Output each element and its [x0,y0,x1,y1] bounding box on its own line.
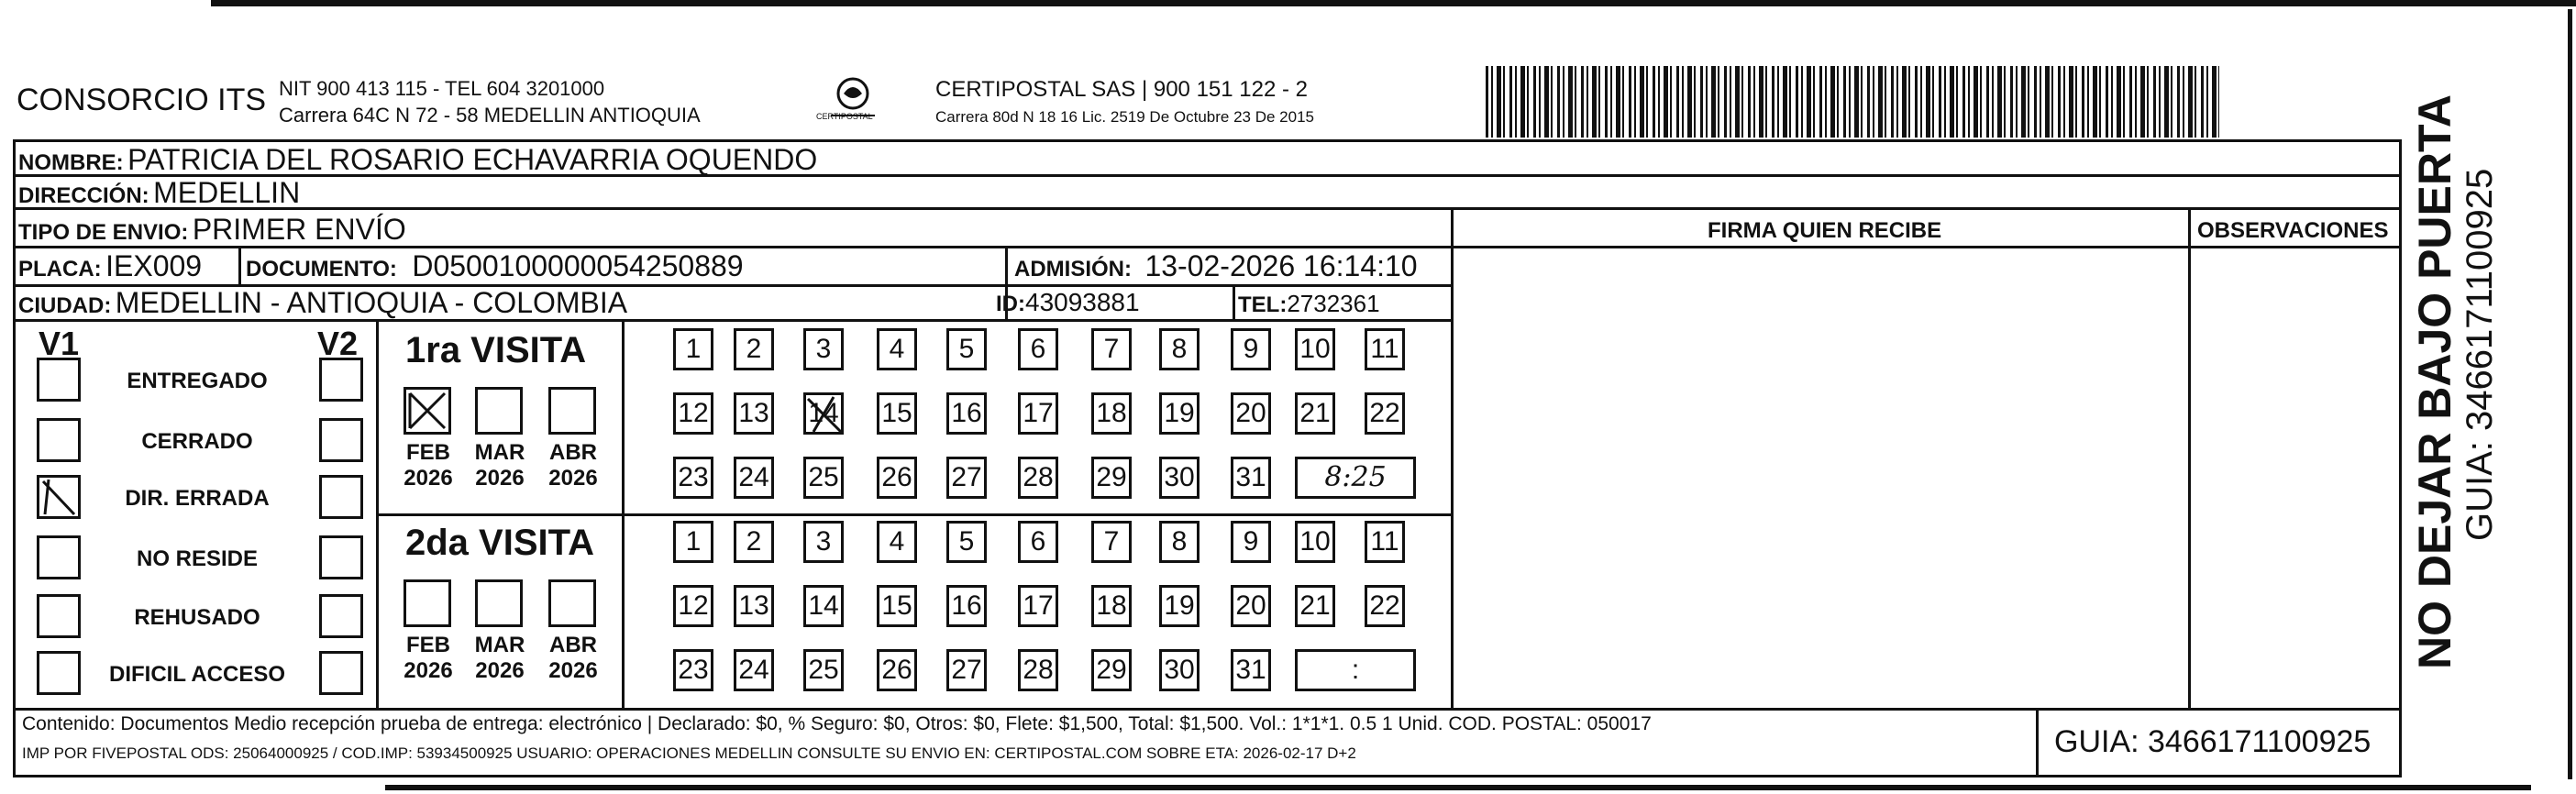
day-box[interactable]: 31 [1231,457,1271,499]
day-box[interactable]: 24 [734,649,774,691]
side-title: NO DEJAR BAJO PUERTA [2409,94,2460,669]
day-box[interactable]: 22 [1365,392,1405,435]
v1-label: V1 [39,325,80,362]
status-label: DIR. ERRADA [125,486,270,511]
day-box[interactable]: 26 [877,649,917,691]
month-checkbox[interactable] [475,387,523,435]
day-box[interactable]: 2 [734,521,774,563]
day-box[interactable]: 26 [877,457,917,499]
day-box[interactable]: 18 [1091,392,1132,435]
month-label [396,633,460,684]
v1-checkbox[interactable] [37,594,81,638]
day-box[interactable]: 29 [1091,457,1132,499]
month-checkbox[interactable] [548,387,596,435]
footer-content: Contenido: Documentos Medio recepción prueba de entrega: electrónico | Declarado: $0, % Seguro: $0, Otros: $0, Flete: $1,500, Total: $1,500. Vol.: 1*1*1. 0.5 1 Unid. COD. POSTAL: 050017 [22,713,1652,734]
company-address: Carrera 64C N 72 - 58 MEDELLIN ANTIOQUIA [279,104,701,127]
month-year: 2026 [548,658,598,683]
tipo-envio-value: PRIMER ENVÍO [192,213,406,246]
v2-checkbox[interactable] [319,535,363,579]
tel-value: 2732361 [1287,290,1380,317]
v2-checkbox[interactable] [319,475,363,519]
month-checkbox[interactable] [475,579,523,627]
v1-checkbox[interactable] [37,535,81,579]
day-box[interactable]: 11 [1365,328,1405,370]
direccion-label: DIRECCIÓN: [18,183,149,208]
sig-left-border [1451,207,1454,708]
day-box[interactable]: 20 [1231,585,1271,627]
month-checkbox[interactable] [404,579,451,627]
ciudad-value: MEDELLIN - ANTIOQUIA - COLOMBIA [115,286,628,319]
month-year: 2026 [404,466,453,491]
day-box[interactable]: 5 [946,328,987,370]
month-year: 2026 [475,466,525,491]
day-box[interactable]: 23 [673,649,713,691]
month-name: ABR [549,440,597,465]
month-label [468,440,532,491]
day-box[interactable]: 25 [803,649,844,691]
placa-label: PLACA: [18,257,102,281]
month-label [468,633,532,684]
visit-split [376,513,1451,516]
day-box[interactable]: 28 [1018,457,1058,499]
v1-checkbox[interactable] [37,358,81,402]
day-box[interactable]: 2 [734,328,774,370]
status-label: ENTREGADO [127,369,268,393]
company-name: CONSORCIO ITS [17,83,267,117]
day-box[interactable]: 10 [1295,521,1335,563]
day-box[interactable]: 29 [1091,649,1132,691]
second-visit-label: 2da VISITA [405,523,594,563]
day-box[interactable]: 21 [1295,392,1335,435]
footer-imp: IMP POR FIVEPOSTAL ODS: 25064000925 / COD.IMP: 53934500925 USUARIO: OPERACIONES MEDELLIN CONSULTE SU ENVIO EN: CERTIPOSTAL.COM SOBRE ETA: 2026-02-17 D+2 [22,744,1356,762]
day-box[interactable]: 1 [673,328,713,370]
day-box[interactable]: 4 [877,328,917,370]
tipo-envio-label: TIPO DE ENVIO: [18,220,189,245]
v2-checkbox[interactable] [319,418,363,462]
observations-area[interactable] [2195,251,2397,700]
day-box[interactable]: 16 [946,585,987,627]
day-box[interactable]: 17 [1018,585,1058,627]
month-year: 2026 [475,658,525,683]
logo-caption: CERTIPOSTAL [816,112,873,121]
signature-area[interactable] [1458,251,2183,700]
ciudad-label: CIUDAD: [18,293,112,318]
documento-label: DOCUMENTO: [246,257,397,281]
day-box[interactable]: 6 [1018,328,1058,370]
side-guia: GUIA: 3466171100925 [2460,168,2500,541]
day-box[interactable]: 14 [803,585,844,627]
barcode [1486,66,2219,138]
day-box[interactable]: 21 [1295,585,1335,627]
id-value: 43093881 [1025,288,1140,316]
month-name: FEB [406,633,450,657]
v2-checkbox[interactable] [319,651,363,695]
status-label: NO RESIDE [136,546,259,571]
day-box[interactable]: 14 [803,392,844,435]
day-box[interactable]: 27 [946,649,987,691]
day-box[interactable]: 10 [1295,328,1335,370]
footer-guia: GUIA: 3466171100925 [2054,724,2371,759]
day-box[interactable]: 23 [673,457,713,499]
documento-value: D0500100000054250889 [412,249,744,282]
check-mark-icon [39,478,78,516]
day-box[interactable]: 28 [1018,649,1058,691]
v2-checkbox[interactable] [319,358,363,402]
month-name: MAR [474,633,525,657]
nombre-value: PATRICIA DEL ROSARIO ECHAVARRIA OQUENDO [127,143,818,176]
day-box[interactable]: 16 [946,392,987,435]
day-box[interactable]: 7 [1091,328,1132,370]
day-box[interactable]: 9 [1231,328,1271,370]
day-box[interactable]: 19 [1159,392,1200,435]
day-box[interactable]: 5 [946,521,987,563]
admision-label: ADMISIÓN: [1014,257,1132,281]
tel-divider [1233,284,1235,319]
day-box[interactable]: 8 [1159,521,1200,563]
month-year: 2026 [548,466,598,491]
v1-checkbox[interactable] [37,418,81,462]
tel-label: TEL: [1238,292,1288,317]
sig-header-divider [1451,246,2402,248]
v2-checkbox[interactable] [319,594,363,638]
row-divider-2 [13,207,2402,210]
day-box[interactable]: 30 [1159,457,1200,499]
v1-checkbox[interactable] [37,651,81,695]
check-mark-icon [806,395,843,434]
day-box[interactable]: 22 [1365,585,1405,627]
month-checkbox[interactable] [548,579,596,627]
admision-value: 13-02-2026 16:14:10 [1144,249,1418,282]
day-box[interactable]: 20 [1231,392,1271,435]
day-box[interactable]: 9 [1231,521,1271,563]
placa-divider [238,246,241,284]
day-box[interactable]: 11 [1365,521,1405,563]
day-box[interactable]: 17 [1018,392,1058,435]
month-label [396,440,460,491]
month-label [541,633,605,684]
month-name: ABR [549,633,597,657]
company-nit-tel: NIT 900 413 115 - TEL 604 3201000 [279,77,605,100]
day-box[interactable]: 15 [877,392,917,435]
month-year: 2026 [404,658,453,683]
day-box[interactable]: 4 [877,521,917,563]
day-box[interactable]: 19 [1159,585,1200,627]
time-box[interactable]: : [1295,649,1416,691]
v2-label: V2 [317,325,359,362]
day-box[interactable]: 12 [673,585,713,627]
day-box[interactable]: 7 [1091,521,1132,563]
bottom-border [385,785,2531,790]
id-label: ID: [996,292,1025,316]
obs-left-border [2188,207,2191,708]
observaciones-label: OBSERVACIONES [2197,218,2389,243]
footer-guia-divider [2036,708,2039,777]
day-box[interactable]: 15 [877,585,917,627]
status-label: REHUSADO [134,605,260,630]
day-box[interactable]: 25 [803,457,844,499]
day-box[interactable]: 13 [734,392,774,435]
direccion-value: MEDELLIN [153,176,301,209]
day-box[interactable]: 12 [673,392,713,435]
check-mark-icon [406,390,448,432]
day-box[interactable]: 30 [1159,649,1200,691]
time-box[interactable]: 8:25 [1295,457,1416,499]
firma-label: FIRMA QUIEN RECIBE [1708,218,1942,243]
day-box[interactable]: 3 [803,328,844,370]
day-box[interactable]: 18 [1091,585,1132,627]
right-border [2568,9,2572,779]
nombre-label: NOMBRE: [18,150,124,175]
v1-checkbox[interactable] [37,475,81,519]
month-name: FEB [406,440,450,465]
first-visit-label: 1ra VISITA [405,330,587,370]
day-box[interactable]: 8 [1159,328,1200,370]
day-box[interactable]: 1 [673,521,713,563]
day-box[interactable]: 31 [1231,649,1271,691]
status-label: DIFICIL ACCESO [108,662,285,687]
footer-divider [13,708,2402,711]
month-checkbox[interactable] [404,387,451,435]
day-box[interactable]: 24 [734,457,774,499]
placa-value: IEX009 [105,249,203,282]
status-label: CERRADO [141,429,253,454]
day-box[interactable]: 3 [803,521,844,563]
top-border [211,0,2576,6]
certipostal-name: CERTIPOSTAL SAS | 900 151 122 - 2 [935,77,1308,102]
certipostal-address: Carrera 80d N 18 16 Lic. 2519 De Octubre 23 De 2015 [935,108,1314,126]
day-box[interactable]: 6 [1018,521,1058,563]
month-name: MAR [474,440,525,465]
month-label [541,440,605,491]
day-box[interactable]: 13 [734,585,774,627]
day-box[interactable]: 27 [946,457,987,499]
